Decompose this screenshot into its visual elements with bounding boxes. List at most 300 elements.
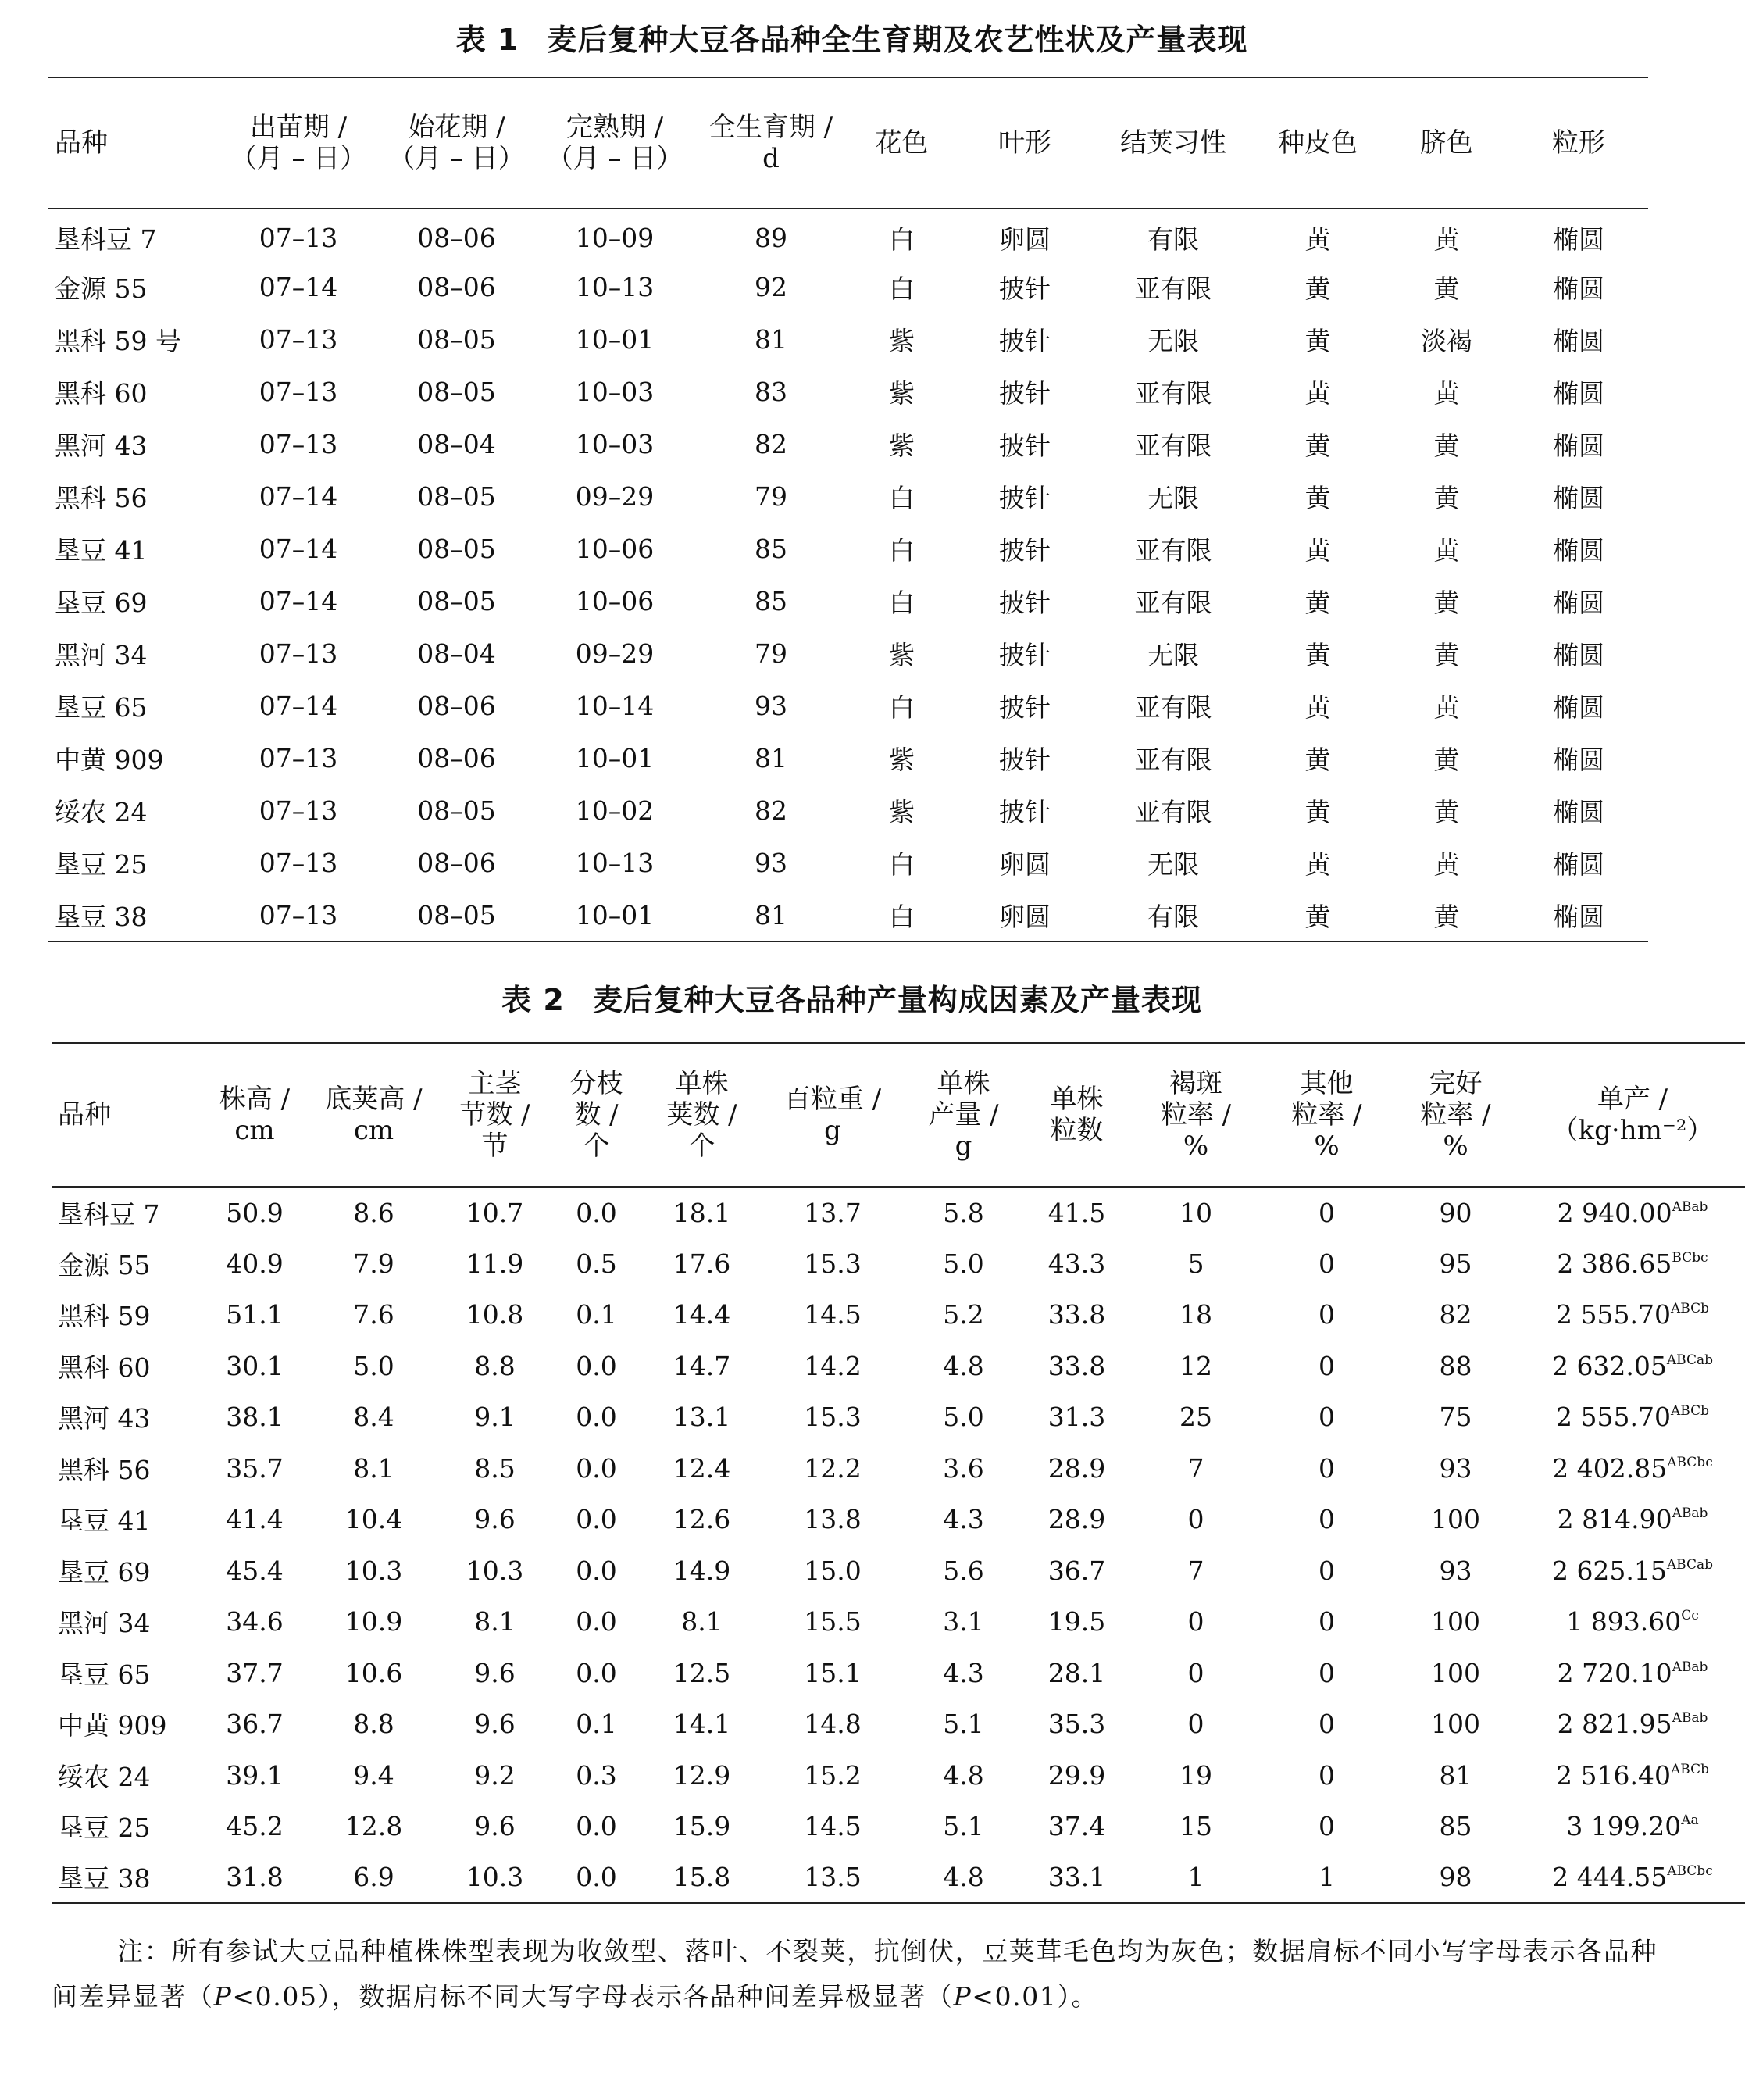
table-cell: 垦豆 25: [58, 1812, 151, 1844]
table-cell: 6.9: [309, 1852, 438, 1904]
table-cell: 黑科 56: [58, 1454, 151, 1485]
table2-header-line: 完好: [1429, 1068, 1483, 1099]
table-cell: 黄: [1433, 430, 1460, 461]
table-cell: 椭圆: [1553, 640, 1604, 670]
table-cell: 10–02: [575, 795, 655, 826]
table-cell: 33.8: [1047, 1299, 1106, 1330]
table-cell: 黄: [1304, 273, 1331, 304]
table-cell: 15.0: [804, 1555, 862, 1586]
table2-header-line: 分枝: [569, 1068, 623, 1099]
table-cell: 07–13: [259, 848, 338, 878]
table-cell: 黑河 34: [55, 640, 148, 670]
table-cell: 黄: [1304, 430, 1331, 461]
table-cell: 白: [889, 483, 915, 513]
table1-header-cell: [955, 77, 1095, 209]
table-cell: 椭圆: [1553, 430, 1604, 461]
table-cell: 黄: [1433, 535, 1460, 566]
table2-header-line: 单株: [1050, 1084, 1104, 1115]
table-cell: 8.1: [474, 1606, 516, 1638]
table-cell: 黑河 34: [58, 1608, 151, 1639]
table-cell: 10–09: [575, 222, 655, 253]
table-cell: 07–13: [259, 222, 338, 253]
table-cell: 0: [1319, 1759, 1335, 1791]
table-cell: 0.0: [576, 1504, 617, 1535]
table-cell: 披针: [999, 797, 1051, 827]
table1-header-line: （月 – 日）: [546, 143, 683, 174]
table-cell: 黄: [1433, 640, 1460, 670]
table-cell: 19.5: [1047, 1606, 1106, 1638]
table-cell: 椭圆: [1553, 849, 1604, 880]
table-cell: 中黄 909: [55, 745, 164, 775]
table-cell: [1520, 1545, 1745, 1597]
table-cell: 椭圆: [1553, 588, 1604, 618]
table-cell: 82: [755, 795, 787, 826]
significance-superscript: Cc: [1681, 1608, 1699, 1624]
table-cell: 披针: [999, 483, 1051, 513]
table-cell: 亚有限: [1134, 378, 1212, 409]
table-cell: 13.7: [804, 1197, 862, 1228]
table-cell: [1520, 1494, 1745, 1545]
table-cell: 卵圆: [999, 223, 1051, 255]
table-cell: 07–13: [259, 638, 338, 669]
table-cell: [1520, 1750, 1745, 1802]
table-cell: [1520, 1801, 1745, 1852]
table-cell: 0.0: [576, 1197, 617, 1228]
table-cell: 披针: [999, 430, 1051, 461]
table2-header-line: 节: [481, 1130, 509, 1162]
table-cell: 0: [1319, 1555, 1335, 1586]
table-cell: 5.0: [353, 1350, 394, 1381]
table-cell: 黄: [1433, 745, 1460, 775]
table-cell: 43.3: [1047, 1248, 1106, 1279]
table-cell: 垦豆 25: [55, 849, 148, 880]
table-cell: 椭圆: [1553, 483, 1604, 513]
table-cell: 椭圆: [1553, 223, 1604, 255]
table-cell: 81: [755, 324, 787, 355]
table-cell: 08–04: [417, 638, 496, 669]
table-cell: 垦豆 69: [58, 1556, 151, 1588]
table-cell: 08–06: [417, 272, 496, 302]
yield-value: 2 625.15: [1551, 1555, 1667, 1586]
table-cell: 15.3: [804, 1402, 862, 1433]
table-cell: 0.0: [576, 1452, 617, 1484]
table1-header-line: 品种: [55, 127, 108, 159]
table-cell: 07–14: [259, 691, 338, 721]
table-cell: 无限: [1147, 849, 1199, 880]
table2-header-line: 单株: [937, 1068, 990, 1099]
table-cell: 黄: [1433, 223, 1460, 255]
table-cell: 0.5: [576, 1248, 617, 1279]
table1-header-cell: [537, 77, 693, 209]
table-cell: 18: [1179, 1299, 1212, 1330]
significance-superscript: ABCbc: [1667, 1863, 1713, 1880]
table-cell: 08–04: [417, 429, 496, 459]
table-cell: 黄: [1433, 797, 1460, 827]
table-cell: 12.5: [673, 1657, 731, 1688]
table2-header-cell: [1129, 1043, 1262, 1187]
table-cell: 金源 55: [58, 1249, 151, 1280]
note-part2: <0.05），数据肩标不同大写字母表示各品种间差异极显著（: [232, 1981, 954, 2012]
table-cell: 9.1: [474, 1402, 516, 1433]
significance-superscript: ABCb: [1670, 1403, 1709, 1420]
table-cell: 白: [889, 223, 915, 255]
table-cell: 白: [889, 692, 915, 723]
table-cell: 40.9: [226, 1248, 284, 1279]
table-cell: 白: [889, 273, 915, 304]
note-p-symbol-1: P: [213, 1981, 233, 2012]
table-cell: 83: [755, 377, 787, 407]
table-cell: 0.0: [576, 1657, 617, 1688]
table-cell: 07–14: [259, 272, 338, 302]
table-cell: 披针: [999, 326, 1051, 356]
table-cell: 82: [1439, 1299, 1472, 1330]
table-cell: 82: [755, 429, 787, 459]
table-cell: 09–29: [575, 481, 655, 512]
table-cell: 披针: [999, 588, 1051, 618]
table-cell: 4.8: [903, 1852, 1024, 1904]
table2-header-row: [52, 1043, 1745, 1187]
table-cell: 89: [755, 222, 787, 253]
table2-header-line: 粒率 /: [1160, 1099, 1232, 1130]
table-cell: [1520, 1238, 1745, 1290]
table-cell: 黑科 60: [55, 378, 148, 409]
table-cell: 0.1: [576, 1709, 617, 1740]
table-cell: 白: [889, 588, 915, 618]
table-cell: 09–29: [575, 638, 655, 669]
table-row: [48, 470, 1648, 523]
table-cell: 3.1: [943, 1606, 984, 1638]
significance-superscript: ABCbc: [1667, 1454, 1713, 1470]
table-cell: 10.7: [466, 1197, 524, 1228]
yield-value: 2 402.85: [1552, 1452, 1668, 1484]
table-cell: 7: [1187, 1452, 1204, 1484]
table-cell: 12: [1179, 1350, 1212, 1381]
table1-header-line: 结荚习性: [1120, 127, 1226, 159]
table1-header-cell: [220, 77, 376, 209]
table1-header-line: 粒形: [1552, 127, 1605, 159]
table-cell: 8.4: [353, 1402, 394, 1433]
table-row: [48, 261, 1648, 313]
table-cell: 9.4: [353, 1759, 394, 1791]
yield-value: 2 940.00: [1557, 1197, 1672, 1228]
table-cell: [1520, 1187, 1745, 1238]
table-cell: 51.1: [226, 1299, 284, 1330]
table-cell: 5.2: [943, 1299, 984, 1330]
table-cell: 10.3: [438, 1852, 551, 1904]
table-row: [48, 680, 1648, 732]
table-cell: [1520, 1391, 1745, 1443]
table-cell: 38.1: [226, 1402, 284, 1433]
table-cell: 绥农 24: [55, 797, 148, 827]
table-row: [48, 418, 1648, 470]
table-cell: 黑科 56: [55, 483, 148, 513]
table-cell: 垦豆 38: [52, 1852, 200, 1904]
table-cell: 垦豆 65: [58, 1659, 151, 1690]
table-cell: [1520, 1443, 1745, 1495]
table-cell: 33.1: [1024, 1852, 1129, 1904]
table-cell: [1520, 1596, 1745, 1648]
table-cell: 0: [1319, 1452, 1335, 1484]
table-cell: 85: [755, 534, 787, 564]
table-cell: 9.2: [474, 1759, 516, 1791]
table-cell: 7.6: [353, 1299, 394, 1330]
table-cell: 11.9: [466, 1248, 524, 1279]
table2-header-line: 粒率 /: [1420, 1099, 1491, 1130]
table1-header-line: （月 – 日）: [388, 143, 525, 174]
table-cell: 10–03: [575, 377, 655, 407]
table-cell: 14.9: [673, 1555, 731, 1586]
table-cell: 100: [1431, 1606, 1480, 1638]
table-cell: 0.0: [576, 1350, 617, 1381]
significance-superscript: Aa: [1681, 1812, 1699, 1829]
table-cell: 亚有限: [1134, 430, 1212, 461]
significance-superscript: ABCab: [1666, 1556, 1714, 1573]
table-cell: 0: [1319, 1248, 1335, 1279]
table-cell: 5.8: [943, 1197, 984, 1228]
table-cell: 95: [1439, 1248, 1472, 1279]
table2-header-line: 个: [583, 1130, 610, 1162]
table-cell: [1520, 1648, 1745, 1699]
table-cell: 金源 55: [55, 273, 148, 304]
yield-value: 2 821.95: [1557, 1709, 1672, 1740]
significance-superscript: ABab: [1672, 1659, 1708, 1675]
table-cell: 黄: [1384, 889, 1509, 941]
table-cell: 紫: [889, 378, 915, 409]
table1-header-cell: [849, 77, 955, 209]
table-cell: 08–05: [417, 377, 496, 407]
table-cell: 93: [1439, 1452, 1472, 1484]
table-cell: 1: [1262, 1852, 1391, 1904]
table-cell: 0.0: [576, 1402, 617, 1433]
table-cell: 披针: [999, 273, 1051, 304]
table-cell: 紫: [889, 326, 915, 356]
table-cell: 卵圆: [955, 889, 1095, 941]
table-cell: 白: [889, 535, 915, 566]
note-part3: <0.01）。: [972, 1981, 1099, 2012]
table-cell: 亚有限: [1134, 692, 1212, 723]
table2-header-cell: [438, 1043, 551, 1187]
table-cell: 07–14: [259, 481, 338, 512]
table-cell: 4.3: [943, 1657, 984, 1688]
table-cell: 37.7: [226, 1657, 284, 1688]
table-cell: 黄: [1433, 483, 1460, 513]
yield-value: 2 632.05: [1551, 1350, 1667, 1381]
table-cell: 垦科豆 7: [55, 223, 157, 255]
table2-header-line: 单株: [675, 1068, 729, 1099]
table2-header-line: 产量 /: [928, 1099, 999, 1130]
table-cell: [1520, 1341, 1745, 1392]
table-cell: 10–01: [537, 889, 693, 941]
table1-header-cell: [1251, 77, 1384, 209]
table2-header-line: cm: [353, 1115, 394, 1146]
table-cell: 椭圆: [1553, 797, 1604, 827]
table-cell: 椭圆: [1553, 692, 1604, 723]
table-cell: 黄: [1304, 588, 1331, 618]
significance-superscript: BCbc: [1672, 1249, 1708, 1266]
table-row: [48, 366, 1648, 418]
table-cell: 37.4: [1047, 1811, 1106, 1842]
table-cell: 10–13: [575, 272, 655, 302]
table2-header-cell: [1520, 1043, 1745, 1187]
table-cell: 36.7: [226, 1709, 284, 1740]
table-cell: 35.7: [226, 1452, 284, 1484]
table-row: [52, 1648, 1745, 1699]
significance-superscript: ABCab: [1666, 1352, 1714, 1368]
table-cell: 黄: [1304, 378, 1331, 409]
table-cell: 亚有限: [1134, 535, 1212, 566]
table1-header-cell: [48, 77, 220, 209]
table-cell: 披针: [999, 640, 1051, 670]
table-cell: 12.2: [804, 1452, 862, 1484]
table2-header-line: 主茎: [468, 1068, 522, 1099]
table1-title: 麦后复种大豆各品种全生育期及农艺性状及产量表现: [547, 23, 1248, 57]
table-cell: 0.0: [551, 1852, 641, 1904]
table-cell: 07–13: [259, 324, 338, 355]
table-cell: 椭圆: [1553, 378, 1604, 409]
table-cell: 有限: [1147, 223, 1199, 255]
table-cell: 8.1: [681, 1606, 723, 1638]
table-cell: 90: [1439, 1197, 1472, 1228]
table-cell: 0: [1319, 1657, 1335, 1688]
table-cell: 10–14: [575, 691, 655, 721]
table-cell: 椭圆: [1553, 535, 1604, 566]
table-cell: 08–05: [417, 586, 496, 616]
table-cell: 85: [1439, 1811, 1472, 1842]
table-cell: 36.7: [1047, 1555, 1106, 1586]
table2-header-line: g: [824, 1115, 841, 1146]
table1-header-line: 出苗期 /: [249, 112, 348, 143]
table-cell: 亚有限: [1134, 797, 1212, 827]
table-cell: 14.1: [673, 1709, 731, 1740]
table1: [48, 77, 1648, 942]
table-cell: 0.0: [576, 1811, 617, 1842]
table-row: [48, 523, 1648, 575]
table-cell: 12.4: [673, 1452, 731, 1484]
table-cell: 12.9: [673, 1759, 731, 1791]
table-cell: 中黄 909: [58, 1710, 167, 1741]
table-cell: 无限: [1147, 640, 1199, 670]
table-row: [52, 1289, 1745, 1341]
table-cell: 14.8: [804, 1709, 862, 1740]
table-cell: [1520, 1852, 1745, 1904]
table-cell: 18.1: [673, 1197, 731, 1228]
table2-header-line: %: [1443, 1130, 1468, 1162]
table-cell: 垦科豆 7: [58, 1198, 160, 1230]
table-cell: 98: [1391, 1852, 1520, 1904]
table-cell: 5.6: [943, 1555, 984, 1586]
table-cell: 08–05: [417, 795, 496, 826]
table-cell: 10–06: [575, 534, 655, 564]
table-cell: 10: [1179, 1197, 1212, 1228]
table-cell: 3.6: [943, 1452, 984, 1484]
table-cell: 0: [1319, 1811, 1335, 1842]
table-cell: 13.8: [804, 1504, 862, 1535]
table-cell: 07–14: [259, 586, 338, 616]
table2-body: [52, 1187, 1745, 1903]
table-cell: 垦豆 41: [55, 535, 148, 566]
yield-value: 2 386.65: [1557, 1248, 1672, 1279]
table-cell: 13.5: [762, 1852, 903, 1904]
table-cell: 紫: [889, 640, 915, 670]
table-cell: 披针: [999, 378, 1051, 409]
table1-header-line: （月 – 日）: [230, 143, 367, 174]
table-cell: 10.3: [344, 1555, 403, 1586]
table2-header-line: g: [955, 1130, 972, 1162]
table-cell: 35.3: [1047, 1709, 1106, 1740]
table-cell: 黄: [1304, 326, 1331, 356]
table-cell: 79: [755, 481, 787, 512]
table-row: [52, 1391, 1745, 1443]
table-cell: 29.9: [1047, 1759, 1106, 1791]
table-cell: 14.4: [673, 1299, 731, 1330]
table-cell: 0.3: [576, 1759, 617, 1791]
table-cell: 0: [1319, 1402, 1335, 1433]
table-cell: 1: [1129, 1852, 1262, 1904]
table-cell: 亚有限: [1134, 273, 1212, 304]
table-row: [52, 1750, 1745, 1802]
table-cell: 10.6: [344, 1657, 403, 1688]
table-cell: 黄: [1304, 483, 1331, 513]
table-cell: 10–01: [575, 324, 655, 355]
table-row: [48, 575, 1648, 627]
table-cell: 亚有限: [1134, 745, 1212, 775]
table-cell: 8.8: [474, 1350, 516, 1381]
table-row: [52, 1187, 1745, 1238]
table2-header-line: 荚数 /: [666, 1099, 737, 1130]
table-cell: 08–06: [417, 691, 496, 721]
table-cell: 5.0: [943, 1248, 984, 1279]
table-cell: 黑科 59: [58, 1301, 151, 1332]
table2-header-line: 株高 /: [219, 1084, 291, 1115]
table-cell: 5.1: [943, 1709, 984, 1740]
table-row: [52, 1698, 1745, 1750]
table-cell: 垦豆 38: [48, 889, 220, 941]
table-cell: 9.6: [474, 1504, 516, 1535]
table-cell: 垦豆 69: [55, 588, 148, 618]
yield-value: 2 555.70: [1556, 1299, 1671, 1330]
yield-value: 2 555.70: [1556, 1402, 1671, 1433]
table-cell: 07–13: [259, 429, 338, 459]
table-cell: 0: [1319, 1350, 1335, 1381]
table-cell: 紫: [889, 430, 915, 461]
table-cell: 黄: [1433, 849, 1460, 880]
table-cell: 07–13: [259, 377, 338, 407]
table-cell: 0: [1187, 1606, 1204, 1638]
yield-value: 1 893.60: [1566, 1606, 1682, 1638]
table2: [52, 1042, 1745, 1904]
table-cell: 10.3: [466, 1555, 524, 1586]
table-cell: 黄: [1304, 223, 1331, 255]
table-cell: 10–01: [575, 743, 655, 773]
table-row: [52, 1596, 1745, 1648]
table-note: [52, 1929, 1667, 2020]
table-cell: 07–14: [259, 534, 338, 564]
table-cell: 92: [755, 272, 787, 302]
table-cell: 黄: [1304, 640, 1331, 670]
table1-header-row: [48, 77, 1648, 209]
table1-number: 表 1: [455, 23, 519, 57]
table2-header-line: 底荚高 /: [325, 1084, 423, 1115]
table1-header-line: 全生育期 /: [708, 112, 833, 143]
table-cell: 88: [1439, 1350, 1472, 1381]
table-cell: 黑河 43: [55, 430, 148, 461]
significance-superscript: ABab: [1672, 1710, 1708, 1727]
table2-header-cell: [1262, 1043, 1391, 1187]
table-cell: 17.6: [673, 1248, 731, 1279]
table-cell: 5: [1187, 1248, 1204, 1279]
table-cell: 15.2: [804, 1759, 862, 1791]
table-cell: 卵圆: [999, 849, 1051, 880]
